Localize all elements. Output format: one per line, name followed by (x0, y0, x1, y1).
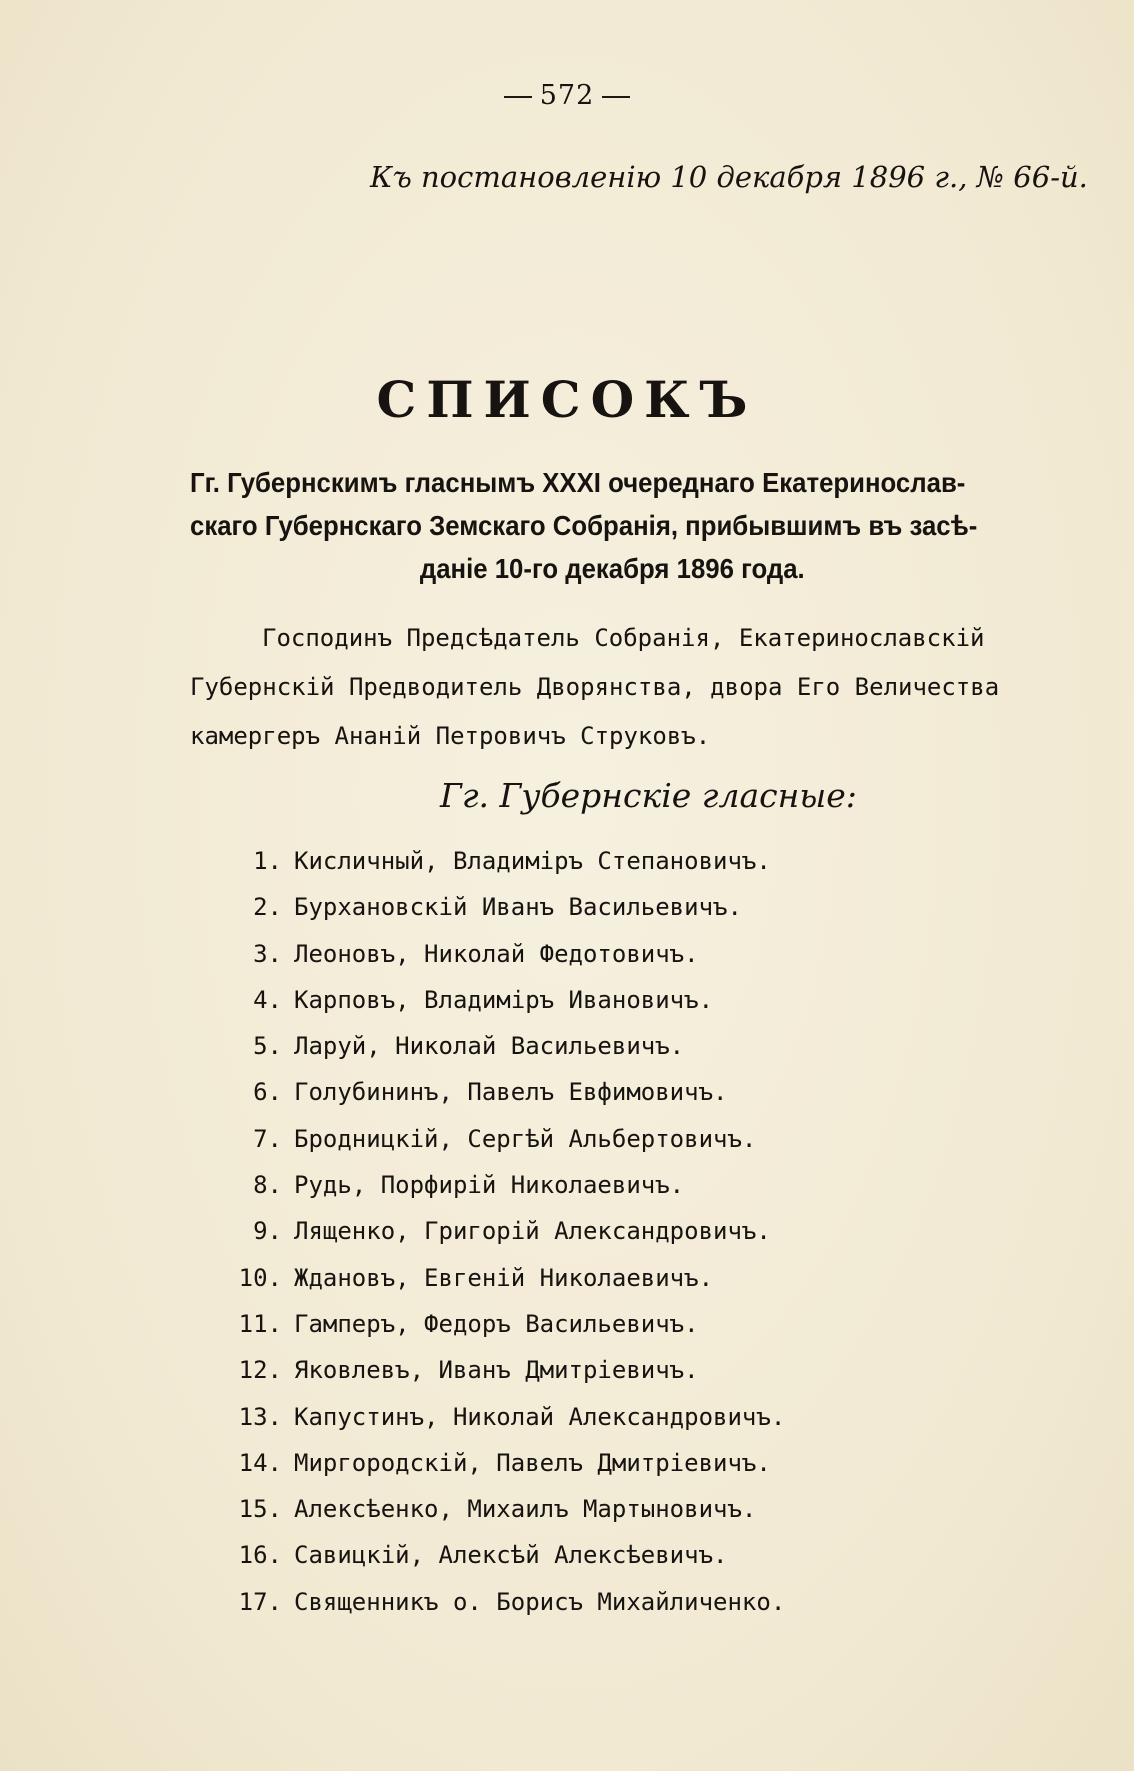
item-number: 2. (253, 893, 282, 922)
list-item (220, 931, 785, 977)
chairman-line: камергеръ Ананій Петровичъ Струковъ. (190, 722, 711, 750)
list-item (220, 884, 785, 930)
item-name: Кисличный, Владиміръ Степановичъ. (294, 847, 771, 875)
subtitle-line: скаго Губернскаго Земскаго Собранія, прибывшимъ въ засѣ- (190, 510, 978, 541)
item-name: Лященко, Григорій Александровичъ. (294, 1217, 771, 1246)
page-number (0, 80, 1134, 111)
item-name: Савицкій, Алексѣй Алексѣевичъ. (294, 1541, 728, 1570)
list-item (220, 1347, 785, 1393)
item-number: 1. (253, 847, 282, 875)
chairman-line: Губернскій Предводитель Дворянства, двора Его Величества (190, 673, 1000, 701)
item-number: 13. (238, 1402, 282, 1431)
item-number: 11. (238, 1309, 282, 1338)
subtitle-line: Гг. Губернскимъ гласнымъ XXXI очереднаго Екатеринослав- (190, 467, 966, 498)
item-name: Бродницкій, Сергѣй Альбертовичъ. (294, 1124, 757, 1153)
list-item (220, 838, 785, 884)
list-item (220, 1069, 785, 1115)
item-number: 4. (253, 985, 282, 1014)
page-number-value: 572 (539, 80, 595, 111)
item-number: 16. (238, 1541, 282, 1570)
item-name: Рудь, Порфирій Николаевичъ. (294, 1171, 685, 1200)
item-name: Леоновъ, Николай Федотовичъ. (294, 939, 699, 968)
list-item (220, 1440, 785, 1486)
item-number: 14. (238, 1448, 282, 1477)
item-name: Голубининъ, Павелъ Евфимовичъ. (294, 1078, 728, 1107)
item-name: Алексѣенко, Михаилъ Мартыновичъ. (294, 1495, 757, 1524)
list-item (220, 1116, 785, 1162)
chairman-paragraph (190, 614, 1050, 761)
section-heading: Гг. Губернскіе гласные: (440, 776, 857, 815)
item-name: Священникъ о. Борисъ Михайличенко. (294, 1587, 786, 1616)
item-number: 3. (253, 939, 282, 968)
item-number: 15. (238, 1495, 282, 1524)
list-item (220, 1023, 785, 1069)
item-name: Гамперъ, Федоръ Васильевичъ. (294, 1309, 699, 1338)
item-number: 17. (238, 1587, 282, 1616)
list-item (220, 1579, 785, 1625)
item-number: 6. (253, 1078, 282, 1107)
item-name: Капустинъ, Николай Александровичъ. (294, 1402, 786, 1431)
item-number: 9. (253, 1217, 282, 1246)
item-name: Карповъ, Владиміръ Ивановичъ. (294, 985, 714, 1014)
item-number: 10. (238, 1263, 282, 1292)
list-item (220, 1208, 785, 1254)
item-name: Бурхановскій Иванъ Васильевичъ. (294, 893, 742, 922)
members-list (220, 838, 785, 1625)
list-item (220, 1486, 785, 1532)
chairman-line: Господинъ Предсѣдатель Собранія, Екатеринославскій (262, 624, 985, 652)
dash-right (602, 96, 630, 98)
dash-left (504, 96, 532, 98)
list-subtitle (190, 461, 978, 590)
item-name: Ждановъ, Евгеній Николаевичъ. (294, 1263, 714, 1292)
item-number: 7. (253, 1124, 282, 1153)
list-item (220, 1532, 785, 1578)
item-name: Миргородскій, Павелъ Дмитріевичъ. (294, 1448, 771, 1477)
item-number: 8. (253, 1171, 282, 1200)
list-item (220, 1162, 785, 1208)
item-name: Яковлевъ, Иванъ Дмитріевичъ. (294, 1356, 699, 1385)
list-item (220, 1394, 785, 1440)
list-item (220, 977, 785, 1023)
item-number: 5. (253, 1032, 282, 1061)
list-item (220, 1255, 785, 1301)
subtitle-line: даніе 10-го декабря 1896 года. (419, 553, 805, 584)
item-number: 12. (238, 1356, 282, 1385)
page-title: СПИСОКЪ (376, 370, 758, 429)
item-name: Ларуй, Николай Васильевичъ. (294, 1032, 685, 1061)
resolution-reference: Къ постановленію 10 декабря 1896 г., № 66-й. (370, 160, 1088, 194)
list-item (220, 1301, 785, 1347)
